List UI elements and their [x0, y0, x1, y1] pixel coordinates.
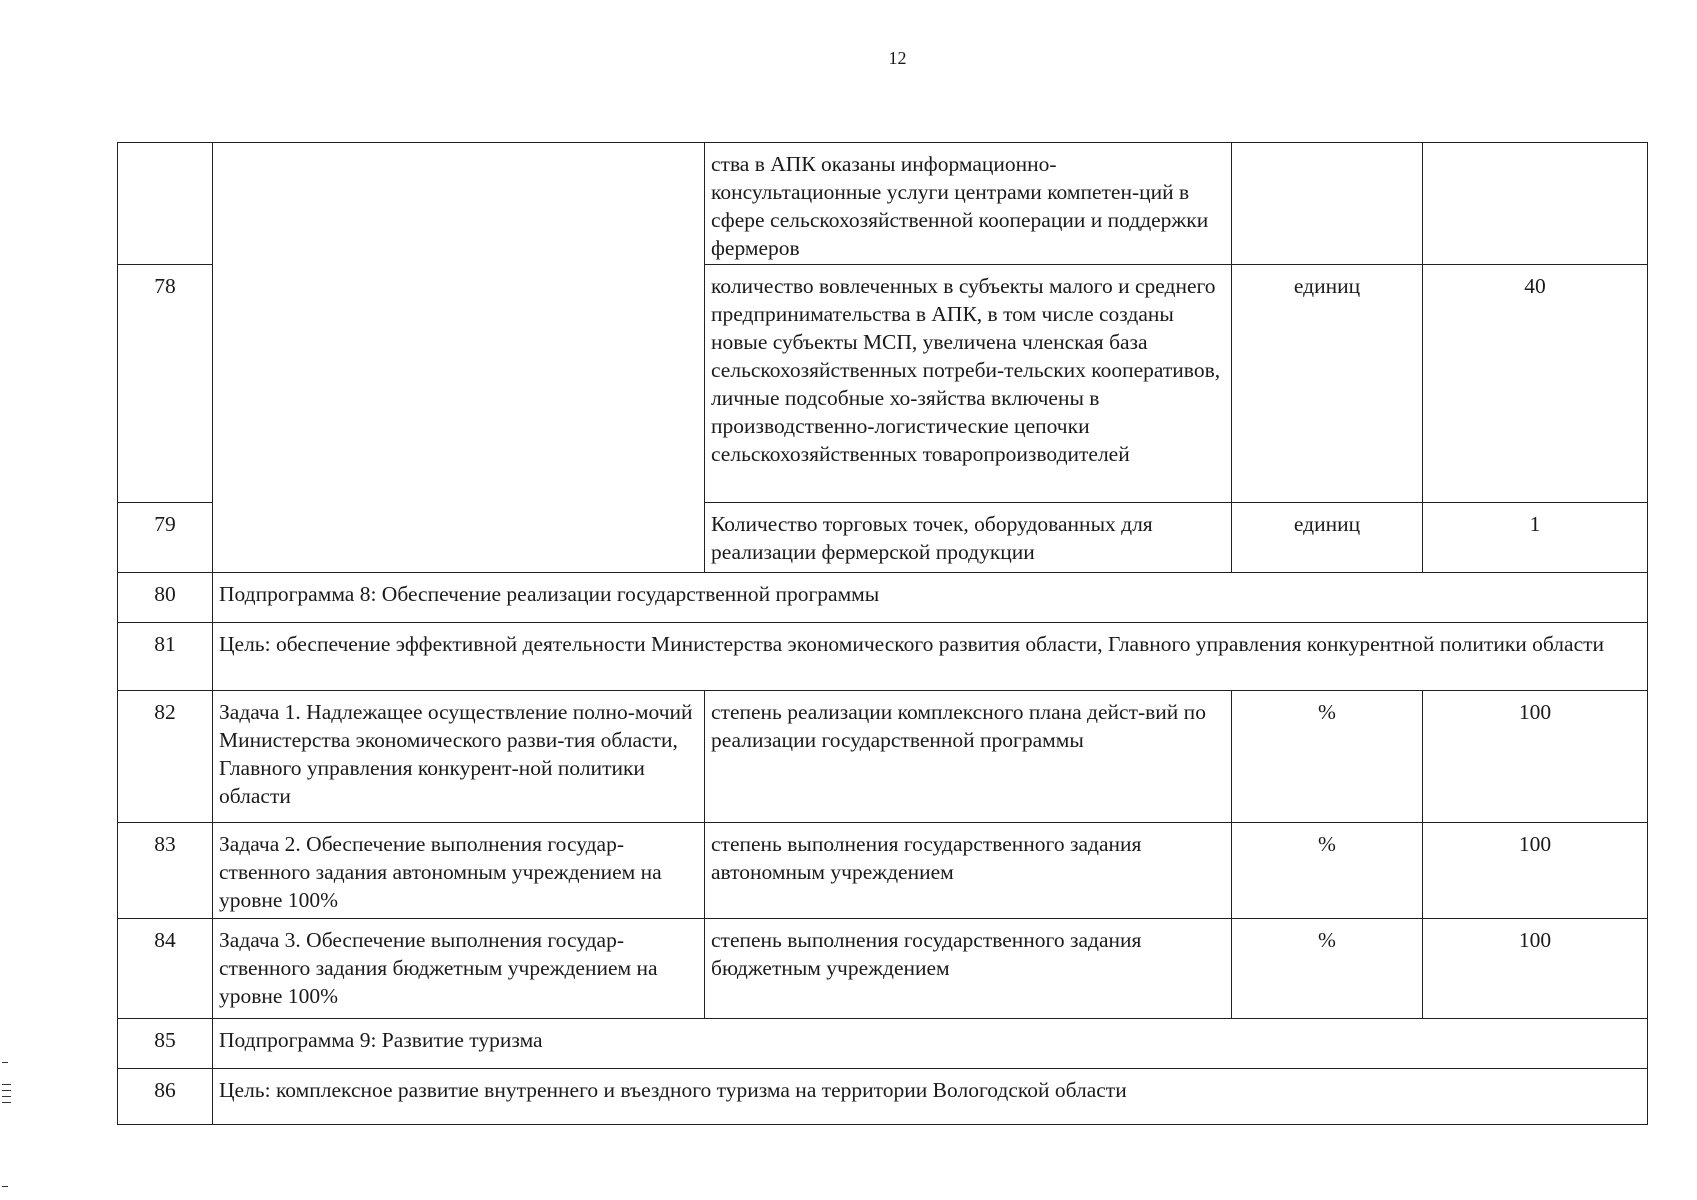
goal-cell: Цель: обеспечение эффективной деятельности Министерства экономического развития области, Главного управления конкурентной политики области	[213, 623, 1648, 691]
task-cell-merged	[213, 143, 705, 573]
row-number-cell: 82	[118, 691, 213, 823]
table-row-85	[118, 1019, 1648, 1069]
table-row-82	[118, 691, 1648, 823]
task-cell: Задача 1. Надлежащее осуществление полно-мочий Министерства экономического разви-тия области, Главного управления конкурент-ной политики области	[213, 691, 705, 823]
scan-margin-mark	[2, 1062, 8, 1063]
unit-cell: единиц	[1232, 265, 1423, 503]
unit-cell: %	[1232, 919, 1423, 1019]
table-row-80	[118, 573, 1648, 623]
value-cell: 100	[1423, 823, 1648, 919]
indicator-cell: степень реализации комплексного плана дейст-вий по реализации государственной программы	[705, 691, 1232, 823]
indicator-cell: ства в АПК оказаны информационно-консультационные услуги центрами компетен-ций в сфере сельскохозяйственной кооперации и поддержки фермеров	[705, 143, 1232, 265]
indicator-cell: Количество торговых точек, оборудованных для реализации фермерской продукции	[705, 503, 1232, 573]
row-number-cell	[118, 143, 213, 265]
task-cell: Задача 3. Обеспечение выполнения государ-ственного задания бюджетным учреждением на уровне 100%	[213, 919, 705, 1019]
indicators-table	[117, 142, 1648, 1125]
indicator-cell: количество вовлеченных в субъекты малого и среднего предпринимательства в АПК, в том числе созданы новые субъекты МСП, увеличена членская база сельскохозяйственных потреби-тельских кооперативов, личные подсобные хо-зяйства включены в производственно-логистические цепочки сельскохозяйственных товаропроизводителей	[705, 265, 1232, 503]
subprogram-cell: Подпрограмма 8: Обеспечение реализации государственной программы	[213, 573, 1648, 623]
indicator-cell: степень выполнения государственного задания бюджетным учреждением	[705, 919, 1232, 1019]
table-row-continued	[118, 143, 1648, 265]
unit-cell: %	[1232, 823, 1423, 919]
unit-cell	[1232, 143, 1423, 265]
scan-margin-mark	[2, 1102, 11, 1103]
page-number: 12	[888, 48, 907, 68]
row-number-cell: 85	[118, 1019, 213, 1069]
table-row-81	[118, 623, 1648, 691]
row-number-cell: 78	[118, 265, 213, 503]
task-cell: Задача 2. Обеспечение выполнения государ-ственного задания автономным учреждением на уровне 100%	[213, 823, 705, 919]
scan-margin-mark	[2, 1096, 11, 1097]
scan-margin-mark	[2, 1084, 11, 1085]
indicator-cell: степень выполнения государственного задания автономным учреждением	[705, 823, 1232, 919]
row-number-cell: 79	[118, 503, 213, 573]
value-cell: 100	[1423, 919, 1648, 1019]
value-cell	[1423, 143, 1648, 265]
scan-margin-mark	[2, 1090, 11, 1091]
row-number-cell: 81	[118, 623, 213, 691]
goal-cell: Цель: комплексное развитие внутреннего и въездного туризма на территории Вологодской области	[213, 1069, 1648, 1125]
row-number-cell: 83	[118, 823, 213, 919]
table-row-86	[118, 1069, 1648, 1125]
table-row-83	[118, 823, 1648, 919]
row-number-cell: 80	[118, 573, 213, 623]
unit-cell: единиц	[1232, 503, 1423, 573]
row-number-cell: 86	[118, 1069, 213, 1125]
scan-margin-mark	[2, 1186, 8, 1187]
row-number-cell: 84	[118, 919, 213, 1019]
value-cell: 40	[1423, 265, 1648, 503]
table-row-84	[118, 919, 1648, 1019]
value-cell: 100	[1423, 691, 1648, 823]
unit-cell: %	[1232, 691, 1423, 823]
subprogram-cell: Подпрограмма 9: Развитие туризма	[213, 1019, 1648, 1069]
value-cell: 1	[1423, 503, 1648, 573]
